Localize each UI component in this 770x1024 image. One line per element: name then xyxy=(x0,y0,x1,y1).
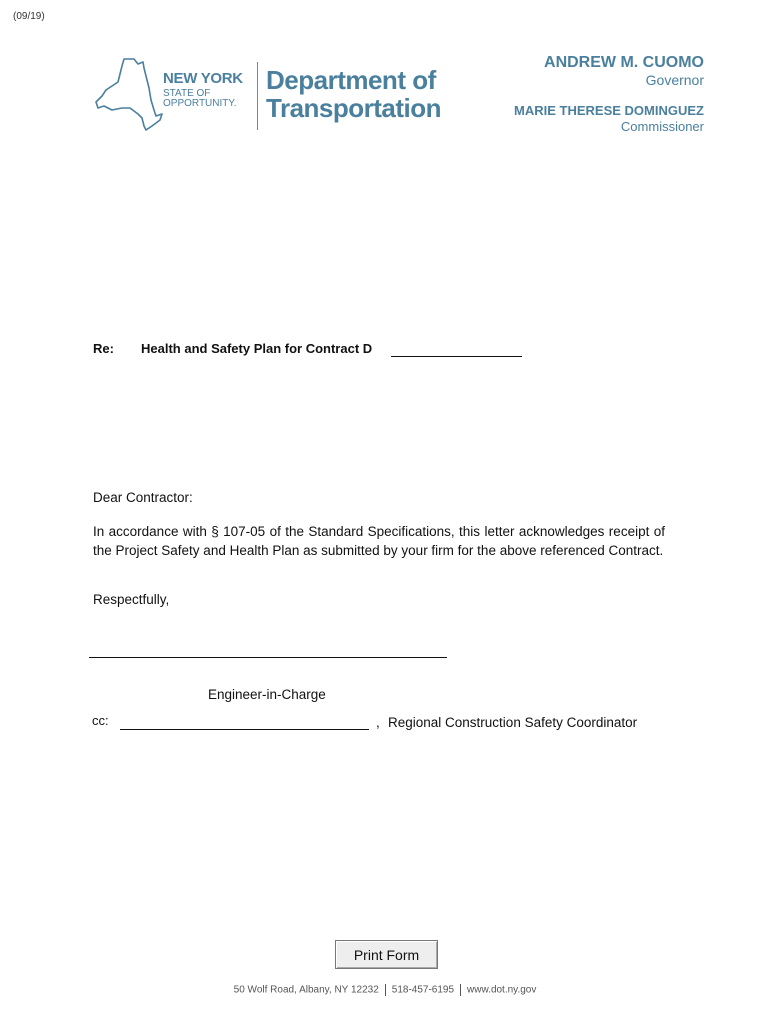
footer-phone: 518-457-6195 xyxy=(391,984,455,996)
footer-website[interactable]: www.dot.ny.gov xyxy=(467,984,537,996)
logo-state-name: NEW YORK xyxy=(163,70,243,87)
footer-address: 50 Wolf Road, Albany, NY 12232 xyxy=(233,984,379,996)
department-name xyxy=(266,66,441,122)
cc-label: cc: xyxy=(92,713,109,728)
form-code: (09/19) xyxy=(13,11,45,22)
cc-comma: , xyxy=(376,715,380,730)
governor-name: ANDREW M. CUOMO xyxy=(544,54,704,71)
footer-separator xyxy=(460,984,461,996)
contract-number-field[interactable] xyxy=(391,356,522,357)
commissioner-name: MARIE THERESE DOMINGUEZ xyxy=(514,103,704,118)
footer xyxy=(0,984,770,996)
salutation: Dear Contractor: xyxy=(93,490,193,505)
closing: Respectfully, xyxy=(93,592,170,607)
governor-title: Governor xyxy=(645,72,704,88)
re-label: Re: xyxy=(93,341,114,356)
re-subject: Health and Safety Plan for Contract D xyxy=(141,341,373,356)
signer-title: Engineer-in-Charge xyxy=(208,687,326,702)
logo-tagline xyxy=(163,89,237,109)
signature-field[interactable] xyxy=(89,657,447,658)
new-york-state-outline-logo xyxy=(94,56,164,134)
cc-name-field[interactable] xyxy=(120,729,369,730)
footer-separator xyxy=(385,984,386,996)
letter-paragraph: In accordance with § 107-05 of the Standard Specifications, this letter acknowledges receipt of the Project Safety and Health Plan as submitted by your firm for the above referenced Contract. xyxy=(93,524,665,558)
logo-tagline-line1: STATE OF xyxy=(163,88,211,99)
logo-divider xyxy=(257,62,258,130)
logo-tagline-line2: OPPORTUNITY. xyxy=(163,98,237,109)
commissioner-title: Commissioner xyxy=(620,119,704,134)
department-line1: Department of xyxy=(266,65,436,95)
cc-role: Regional Construction Safety Coordinator xyxy=(388,715,638,730)
department-line2: Transportation xyxy=(266,93,442,123)
print-form-button[interactable]: Print Form xyxy=(335,940,438,969)
